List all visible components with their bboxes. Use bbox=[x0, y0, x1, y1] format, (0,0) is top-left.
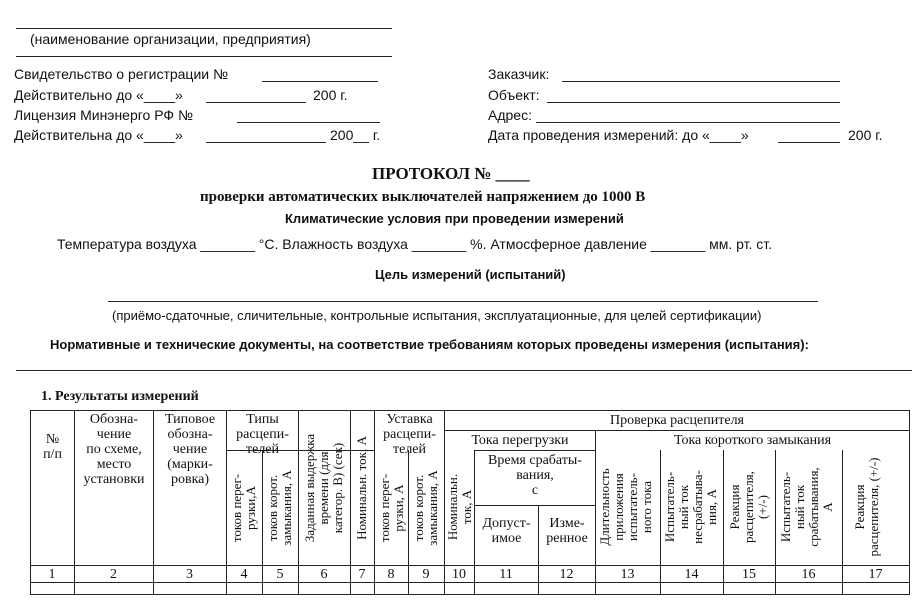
measure-year: 200 г. bbox=[848, 127, 883, 143]
protocol-subtitle: проверки автоматических выключателей напряжением до 1000 В bbox=[200, 189, 646, 205]
th-measured: Изме- ренное bbox=[546, 516, 588, 546]
org-caption: (наименование организации, предприятия) bbox=[30, 31, 311, 47]
header-divider bbox=[16, 56, 392, 57]
license-label: Лицензия Минэнерго РФ № bbox=[14, 107, 193, 123]
th-rt-short: токов корот. замыкания, А bbox=[265, 470, 294, 546]
norms-heading: Нормативные и технические документы, на соответствие требованиям которых проведены измерения (испытания): bbox=[50, 337, 809, 352]
valid-until-1-label: Действительно до «____» bbox=[14, 87, 183, 103]
col-number-7: 7 bbox=[358, 567, 366, 582]
th-designation: Обозна- чение по схеме, место установки bbox=[83, 412, 145, 487]
measure-date-field[interactable] bbox=[778, 142, 840, 143]
col-number-12: 12 bbox=[559, 567, 574, 582]
col-number-4: 4 bbox=[240, 567, 248, 582]
goal-field[interactable] bbox=[108, 301, 818, 302]
th-short-current: Тока короткого замыкания bbox=[673, 433, 832, 448]
address-label: Адрес: bbox=[488, 107, 532, 123]
th-reaction-1: Реакция расцепителя, (+/-) bbox=[727, 471, 770, 543]
col-number-11: 11 bbox=[499, 567, 513, 582]
th-nominal-current: Номинальн. ток, А bbox=[354, 436, 369, 540]
norms-field[interactable] bbox=[16, 370, 912, 371]
object-label: Объект: bbox=[488, 87, 540, 103]
reg-cert-label: Свидетельство о регистрации № bbox=[14, 66, 228, 82]
customer-field[interactable] bbox=[562, 81, 840, 82]
th-type: Типовое обозна- чение (марки- ровка) bbox=[164, 412, 216, 487]
reg-cert-field[interactable] bbox=[262, 81, 378, 82]
address-field[interactable] bbox=[536, 122, 840, 123]
col-number-10: 10 bbox=[452, 567, 466, 582]
th-number: № п/п bbox=[43, 432, 62, 462]
table-row[interactable] bbox=[31, 583, 909, 594]
th-release-check: Проверка расцепителя bbox=[609, 413, 745, 428]
th-release-types: Типы расцепи- телей bbox=[236, 412, 289, 457]
goal-caption: (приёмо-сдаточные, сличительные, контрольные испытания, эксплуатационные, для целей сертификации) bbox=[112, 308, 762, 323]
object-field[interactable] bbox=[547, 102, 840, 103]
goal-heading: Цель измерений (испытаний) bbox=[375, 267, 566, 282]
col-number-2: 2 bbox=[110, 567, 117, 582]
valid-until-2-field[interactable] bbox=[206, 142, 326, 143]
th-overload-current: Тока перегрузки bbox=[471, 433, 569, 448]
license-field[interactable] bbox=[237, 122, 380, 123]
results-table bbox=[30, 410, 910, 595]
climate-heading: Климатические условия при проведении измерений bbox=[285, 211, 624, 226]
th-rt-overload: токов перег- рузки,А bbox=[229, 473, 258, 543]
col-number-13: 13 bbox=[620, 567, 635, 582]
valid-until-2-label: Действительна до «____» bbox=[14, 127, 183, 143]
col-number-3: 3 bbox=[186, 567, 193, 582]
col-number-9: 9 bbox=[422, 567, 430, 582]
col-number-1: 1 bbox=[48, 567, 56, 582]
th-st-overload: токов перег- рузки, А bbox=[377, 473, 406, 543]
col-number-15: 15 bbox=[742, 567, 756, 582]
valid-until-1-field[interactable] bbox=[206, 102, 306, 103]
customer-label: Заказчик: bbox=[488, 66, 550, 82]
th-setting: Уставка расцепи- телей bbox=[383, 412, 436, 457]
col-number-5: 5 bbox=[276, 567, 284, 582]
th-delay: Заданная выдержка времени (для категор. В) (сек) bbox=[302, 433, 345, 543]
th-st-short: токов корот. замыкания, А bbox=[411, 470, 440, 546]
th-trip-time: Время срабаты- вания, с bbox=[488, 453, 582, 498]
th-test-trip: Испытатель- ный ток срабатывания, А bbox=[778, 467, 835, 547]
th-duration: Длительность приложения испытатель- ного тока bbox=[597, 468, 654, 546]
col-number-14: 14 bbox=[684, 567, 699, 582]
col-number-16: 16 bbox=[801, 567, 816, 582]
protocol-title: ПРОТОКОЛ № ____ bbox=[372, 164, 530, 183]
col-number-17: 17 bbox=[868, 567, 883, 582]
col-number-8: 8 bbox=[387, 567, 395, 582]
measure-date-label: Дата проведения измерений: до «____» bbox=[488, 127, 749, 143]
th-allowed: Допуст- имое bbox=[482, 516, 531, 546]
org-name-line[interactable] bbox=[16, 28, 392, 29]
section-title: 1. Результаты измерений bbox=[41, 389, 199, 404]
th-reaction-2: Реакция расцепителя, (+/-) bbox=[852, 457, 881, 557]
th-test-nontrip: Испытатель- ный ток несрабатыва- ния, А bbox=[662, 470, 719, 544]
col-number-6: 6 bbox=[320, 567, 328, 582]
valid-year-2: 200__ г. bbox=[330, 127, 381, 143]
climate-conditions: Температура воздуха _______ °С. Влажность воздуха _______ %. Атмосферное давление _______ мм. рт. ст. bbox=[57, 236, 773, 252]
valid-year-1: 200 г. bbox=[313, 87, 348, 103]
th-overload-nominal: Номинальн. ток, А bbox=[445, 473, 474, 541]
